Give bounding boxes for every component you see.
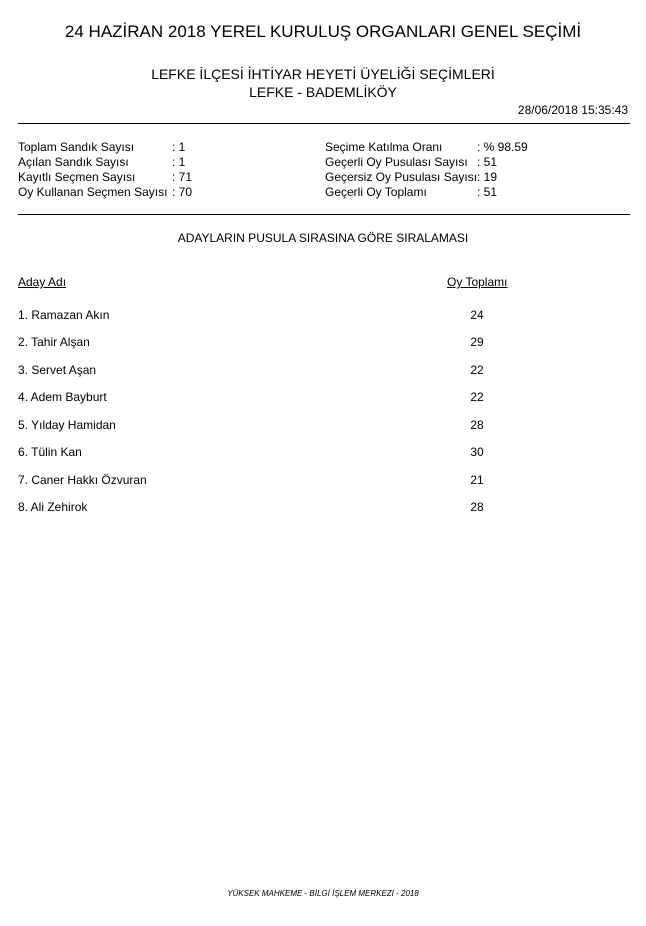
stat-value: : 70 [172,185,193,199]
stat-value: : 51 [477,155,498,169]
candidate-votes: 28 [470,418,484,432]
stat-label: Kayıtlı Seçmen Sayısı [18,170,136,184]
top-divider [18,123,630,124]
stat-value: : 1 [172,140,186,154]
candidate-name: 6. Tülin Kan [18,445,82,459]
stat-label: Geçerli Oy Toplamı [325,185,427,199]
candidate-votes: 21 [470,473,484,487]
stat-label: Oy Kullanan Seçmen Sayısı [18,185,168,199]
section-heading: ADAYLARIN PUSULA SIRASINA GÖRE SIRALAMASI [177,231,469,245]
candidate-votes: 22 [470,390,484,404]
candidate-name: 2. Tahir Alşan [18,335,90,349]
candidate-name: 4. Adem Bayburt [18,390,107,404]
stat-label: Açılan Sandık Sayısı [18,155,129,169]
candidate-name: 3. Servet Aşan [18,363,97,377]
candidate-name: 8. Ali Zehirok [18,500,88,514]
stat-value: : 1 [172,155,186,169]
middle-divider [18,214,630,215]
stat-value: : 51 [477,185,498,199]
candidate-votes: 28 [470,500,484,514]
stat-label: Toplam Sandık Sayısı [18,140,135,154]
stat-label: Geçerli Oy Pusulası Sayısı [325,155,468,169]
stat-label: Seçime Katılma Oranı [325,140,443,154]
column-header-total: Oy Toplamı [447,275,508,289]
footer-text: YÜKSEK MAHKEME - BİLGİ İŞLEM MERKEZİ - 2018 [227,889,419,898]
candidate-votes: 22 [470,363,484,377]
candidate-votes: 30 [470,445,484,459]
election-subtitle: LEFKE İLÇESİ İHTİYAR HEYETİ ÜYELİĞİ SEÇİMLERİ [151,66,495,82]
column-header-name: Aday Adı [18,275,67,289]
stat-value: : 19 [477,170,498,184]
stat-value: : 71 [172,170,193,184]
candidate-name: 5. Yılday Hamidan [18,418,116,432]
page-title: 24 HAZİRAN 2018 YEREL KURULUŞ ORGANLARI GENEL SEÇİMİ [64,22,582,41]
candidate-votes: 29 [470,335,484,349]
report-timestamp: 28/06/2018 15:35:43 [517,103,628,117]
stat-label: Geçersiz Oy Pusulası Sayısı [325,170,478,184]
candidate-name: 7. Caner Hakkı Özvuran [18,473,147,487]
candidate-name: 1. Ramazan Akın [18,308,110,322]
candidate-votes: 24 [470,308,484,322]
location-title: LEFKE - BADEMLİKÖY [249,84,397,100]
stat-value: : % 98.59 [477,140,528,154]
